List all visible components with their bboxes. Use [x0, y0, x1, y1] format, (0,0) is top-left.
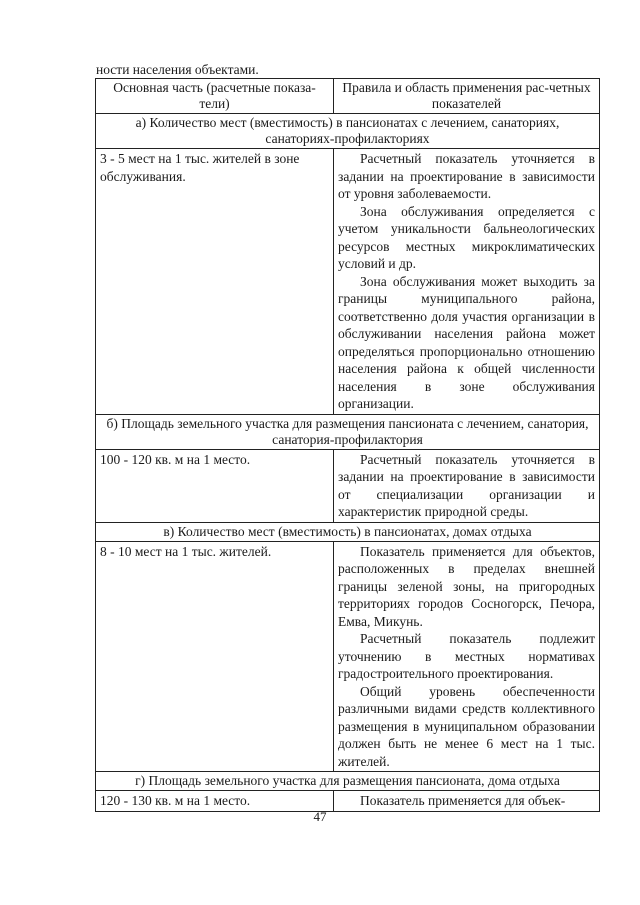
section-b-row: [96, 449, 600, 522]
rule-text: [334, 149, 600, 415]
indicator-value: 3 - 5 мест на 1 тыс. жителей в зоне обслуживания.: [96, 149, 334, 415]
section-title: а) Количество мест (вместимость) в пансионатах с лечением, санаториях, санаториях-профилакториях: [96, 114, 600, 149]
rule-paragraph: Расчетный показатель уточняется в задании на проектирование в зависимости от специализации организации и характеристик природной среды.: [338, 451, 595, 519]
rule-text: [334, 791, 600, 812]
rule-paragraph: Зона обслуживания может выходить за границы муниципального района, соответственно доля участия организации в обслуживании населения района может определяться пропорционально отношению населения района к общей численности населения в зоне обслуживания организации.: [338, 273, 595, 411]
indicator-value: 8 - 10 мест на 1 тыс. жителей.: [96, 541, 334, 772]
rule-paragraph: Общий уровень обеспеченности различными видами средств коллективного размещения в муниципальном образовании должен быть не менее 6 мест на 1 тыс. жителей.: [338, 683, 595, 769]
indicator-value: 100 - 120 кв. м на 1 место.: [96, 449, 334, 522]
section-a-row: [96, 149, 600, 415]
rule-paragraph: Показатель применяется для объек-: [360, 793, 566, 808]
section-a-title-row: [96, 114, 600, 149]
intro-text: ности населения объектами.: [96, 62, 259, 77]
rule-paragraph: Зона обслуживания определяется с учетом уникальности бальнеологических ресурсов местных микроклиматических условий и др.: [338, 203, 595, 271]
rule-text: [334, 449, 600, 522]
section-b-title-row: [96, 414, 600, 449]
rule-paragraph: Расчетный показатель подлежит уточнению в местных нормативах градостроительного проектирования.: [338, 631, 595, 681]
header-col2: Правила и область применения рас-четных показателей: [334, 79, 600, 114]
page-number: 47: [313, 809, 327, 824]
section-c-title-row: [96, 522, 600, 541]
table-header-row: [96, 79, 600, 114]
section-c-row: [96, 541, 600, 772]
section-d-title-row: [96, 772, 600, 791]
standards-table: [95, 78, 600, 812]
header-col1: Основная часть (расчетные показа-тели): [96, 79, 334, 114]
rule-text: [334, 541, 600, 772]
rule-paragraph: Расчетный показатель уточняется в задании на проектирование в зависимости от уровня заболеваемости.: [338, 151, 595, 201]
rule-paragraph: Показатель применяется для объектов, расположенных в пределах внешней границы зеленой зоны, на пригородных территориях городов Сосногорск, Печора, Емва, Микунь.: [338, 543, 595, 629]
indicator-value: 120 - 130 кв. м на 1 место.: [96, 791, 334, 812]
section-title: б) Площадь земельного участка для размещения пансионата с лечением, санатория, санатория-профилактория: [96, 414, 600, 449]
section-title: г) Площадь земельного участка для размещения пансионата, дома отдыха: [96, 772, 600, 791]
section-d-row: [96, 791, 600, 812]
section-title: в) Количество мест (вместимость) в пансионатах, домах отдыха: [96, 522, 600, 541]
